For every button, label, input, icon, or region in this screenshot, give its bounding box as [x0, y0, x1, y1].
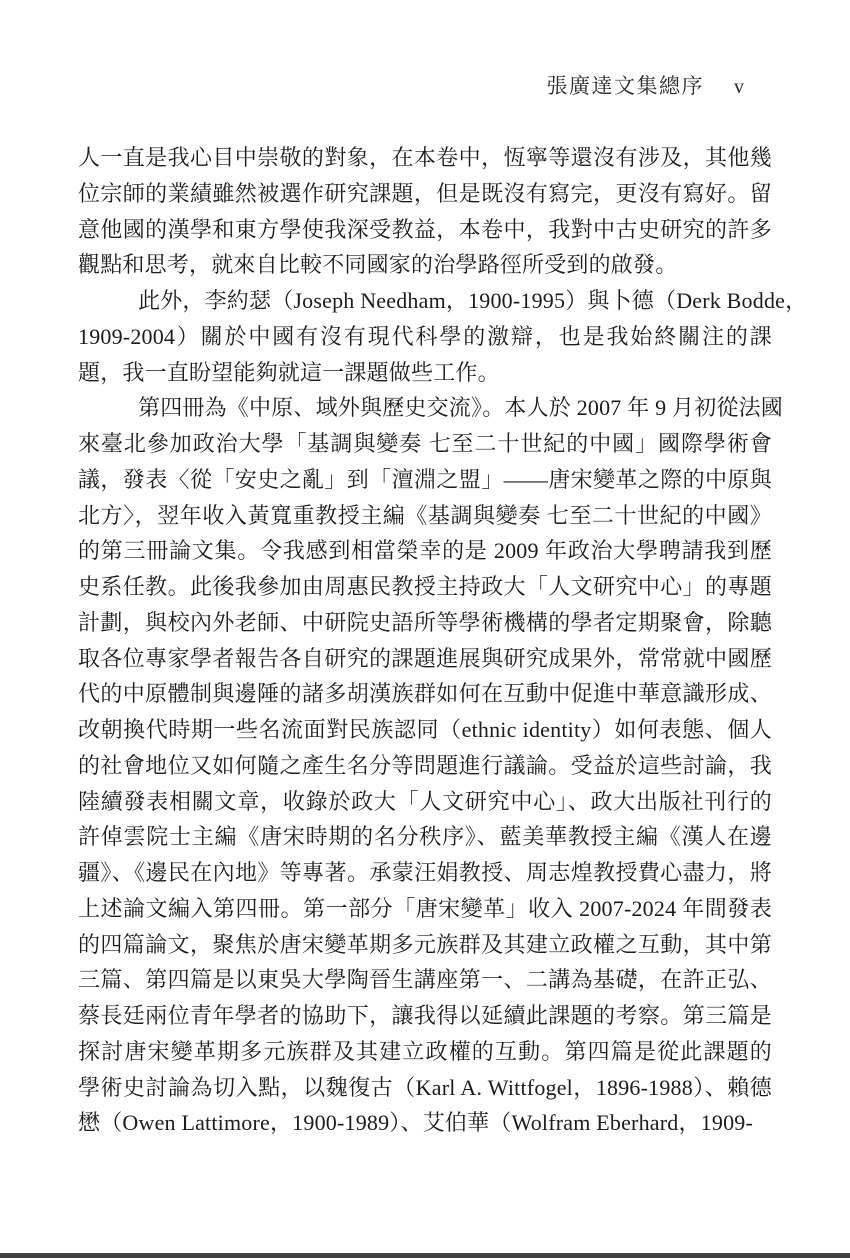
text-line: 議，發表〈從「安史之亂」到「澶淵之盟」——唐宋變革之際的中原與	[78, 466, 772, 492]
text-line: 位宗師的業績雖然被選作研究課題，但是既沒有寫完，更沒有寫好。留	[78, 180, 772, 206]
text-line: 改朝換代時期一些名流面對民族認同（ethnic identity）如何表態、個人	[78, 717, 772, 742]
text-line: 探討唐宋變革期多元族群及其建立政權的互動。第四篇是從此課題的	[78, 1038, 772, 1064]
text-line: 代的中原體制與邊陲的諸多胡漢族群如何在互動中促進中華意識形成、	[78, 681, 772, 707]
text-line: 北方〉，翌年收入黃寬重教授主編《基調與變奏 七至二十世紀的中國》	[78, 502, 772, 528]
text-line: 意他國的漢學和東方學使我深受教益，本卷中，我對中古史研究的許多	[78, 216, 772, 242]
text-line: 的社會地位又如何隨之產生名分等問題進行議論。受益於這些討論，我	[78, 752, 772, 778]
text-line: 三篇、第四篇是以東吳大學陶晉生講座第一、二講為基礎，在許正弘、	[78, 967, 772, 993]
text-line: 觀點和思考，就來自比較不同國家的治學路徑所受到的啟發。	[78, 252, 678, 278]
text-line: 蔡長廷兩位青年學者的協助下，讓我得以延續此課題的考察。第三篇是	[78, 1003, 772, 1028]
text-line: 的四篇論文，聚焦於唐宋變革期多元族群及其建立政權之互動，其中第	[78, 931, 772, 957]
text-line: 來臺北參加政治大學「基調與變奏 七至二十世紀的中國」國際學術會	[78, 431, 772, 456]
text-line: 上述論文編入第四冊。第一部分「唐宋變革」收入 2007-2024 年間發表	[78, 895, 772, 921]
scan-bottom-edge-line	[0, 1253, 850, 1258]
text-line: 取各位專家學者報告各自研究的課題進展與研究成果外，常常就中國歷	[78, 645, 772, 671]
text-line: 第四冊為《中原、域外與歷史交流》。本人於 2007 年 9 月初從法國	[138, 395, 784, 421]
text-line: 學術史討論為切入點，以魏復古（Karl A. Wittfogel，1896-1988）、賴德	[78, 1074, 772, 1100]
text-line: 此外，李約瑟（Joseph Needham，1900-1995）與卜德（Derk Bodde，	[138, 288, 808, 313]
text-line: 1909-2004）關於中國有沒有現代科學的激辯，也是我始終關注的課	[78, 323, 772, 349]
text-line: 的第三冊論文集。令我感到相當榮幸的是 2009 年政治大學聘請我到歷	[78, 538, 772, 564]
text-line: 人一直是我心目中崇敬的對象，在本卷中，恆寧等還沒有涉及，其他幾	[78, 145, 772, 170]
text-line: 題，我一直盼望能夠就這一課題做些工作。	[78, 359, 500, 385]
text-line: 計劃，與校內外老師、中研院史語所等學術機構的學者定期聚會，除聽	[78, 609, 772, 635]
page-body	[78, 140, 808, 1141]
text-line: 史系任教。此後我參加由周惠民教授主持政大「人文研究中心」的專題	[78, 574, 772, 599]
running-header-title: 張廣達文集總序	[546, 74, 704, 98]
page-number: v	[734, 76, 744, 98]
text-line: 許倬雲院士主編《唐宋時期的名分秩序》、藍美華教授主編《漢人在邊	[78, 824, 772, 850]
running-header	[0, 70, 744, 100]
text-line: 懋（Owen Lattimore，1900-1989）、艾伯華（Wolfram Eberhard，1909-	[78, 1110, 754, 1136]
text-line: 陸續發表相關文章，收錄於政大「人文研究中心」、政大出版社刊行的	[78, 788, 772, 814]
text-line: 疆》、《邊民在內地》等專著。承蒙汪娟教授、周志煌教授費心盡力，將	[78, 860, 772, 885]
